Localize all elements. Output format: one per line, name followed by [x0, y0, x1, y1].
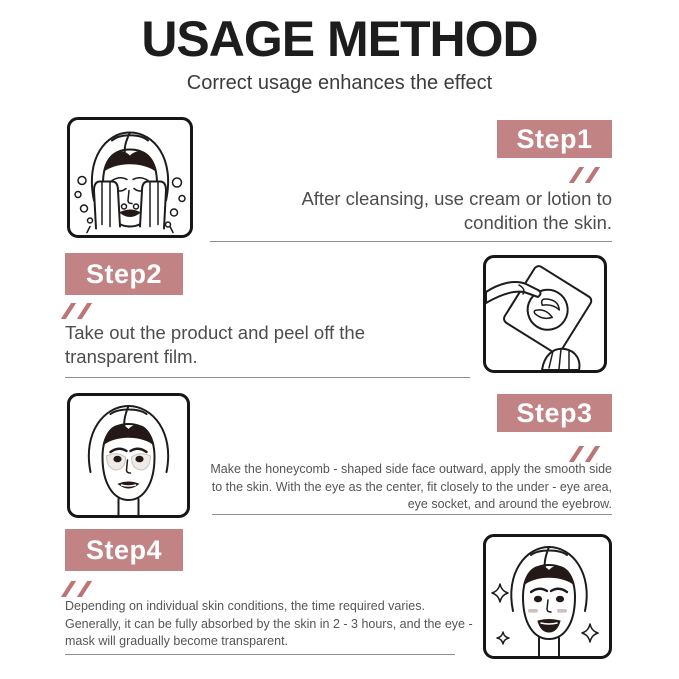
step2-slashes-decoration: [66, 303, 98, 319]
page-title: USAGE METHOD: [141, 11, 538, 67]
step2-text: Take out the product and peel off the transparent film.: [65, 322, 365, 367]
step3-badge-label: Step3: [516, 397, 593, 428]
step2-illustration-peel-film-icon: [483, 255, 607, 373]
divider: [212, 514, 612, 515]
divider: [65, 377, 470, 378]
step4-illustration-glowing-face-icon: [483, 534, 612, 659]
step1-text: After cleansing, use cream or lotion to condition the skin.: [301, 188, 612, 233]
step2-badge: [65, 253, 183, 295]
step4-badge-label: Step4: [85, 534, 163, 565]
step1-illustration-woman-washing-face-icon: [67, 117, 193, 238]
step4-text: Depending on individual skin conditions, the time required varies. Generally, it can be fully absorbed by the skin in 2 - 3 hours, and the eye - mask will gradually become transparent.: [65, 599, 473, 648]
step3-illustration-under-eye-patches-icon: [67, 393, 190, 518]
step1-slashes-decoration: [574, 167, 606, 183]
step2-badge-label: Step2: [85, 258, 163, 289]
step1-badge: [497, 120, 612, 158]
step3-badge: [497, 394, 612, 432]
divider: [65, 654, 455, 655]
page-subtitle: Correct usage enhances the effect: [186, 72, 493, 94]
divider: [210, 241, 612, 242]
step4-badge: [65, 529, 183, 571]
step3-text: Make the honeycomb - shaped side face outward, apply the smooth side to the skin. With the eye as the center, fit closely to the under - eye area, eye socket, and around the eyebrow.: [210, 462, 612, 511]
step3-slashes-decoration: [574, 446, 606, 462]
step1-badge-label: Step1: [516, 123, 593, 154]
step4-slashes-decoration: [66, 581, 98, 597]
